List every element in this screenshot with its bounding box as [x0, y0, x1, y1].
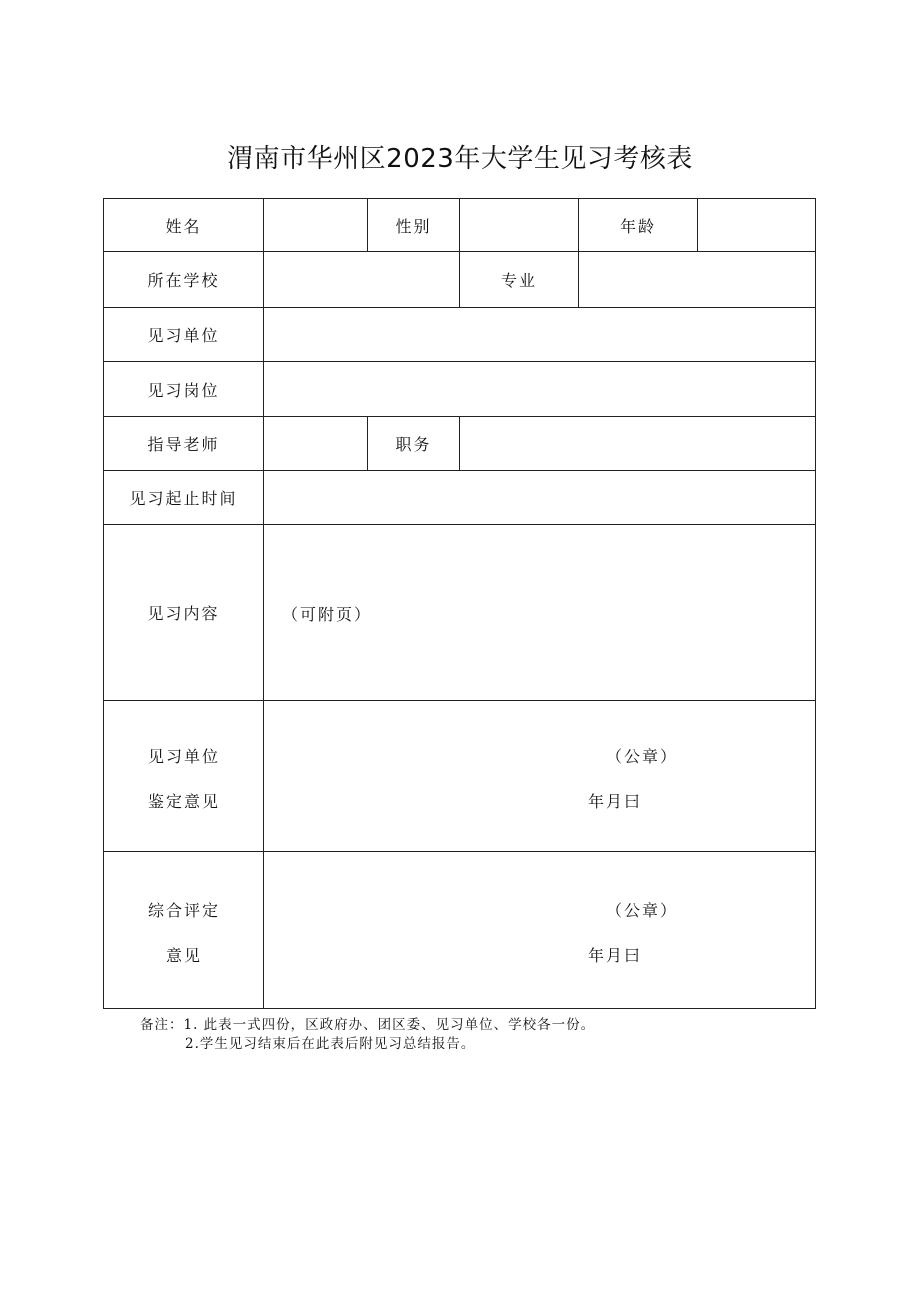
period-label: 见习起止时间: [129, 489, 238, 508]
unit-opinion-label: 鉴定意见: [148, 792, 221, 811]
school-field[interactable]: [264, 252, 459, 307]
overall-seal: （公章）: [606, 901, 679, 920]
unit-date: 年月曰: [588, 792, 643, 811]
content-label: 见习内容: [147, 604, 220, 623]
school-label: 所在学校: [147, 271, 220, 290]
age-field[interactable]: [698, 199, 815, 251]
major-label: 专业: [500, 271, 537, 290]
overall-opinion-field[interactable]: [264, 852, 815, 1008]
overall-date: 年月曰: [588, 946, 643, 965]
major-field[interactable]: [579, 252, 815, 307]
position-field[interactable]: [460, 417, 815, 470]
intern-post-field[interactable]: [264, 362, 815, 416]
position-label: 职务: [395, 435, 432, 454]
note-line-1: 备注：1. 此表一式四份，区政府办、团区委、见习单位、学校各一份。: [140, 1017, 596, 1033]
unit-opinion-label: 见习单位: [148, 747, 221, 766]
note-line-2: 2.学生见习结束后在此表后附见习总结报告。: [185, 1036, 476, 1052]
period-field[interactable]: [264, 471, 815, 524]
content-hint: （可附页）: [282, 605, 373, 624]
overall-label: 综合评定: [148, 901, 221, 920]
intern-unit-label: 见习单位: [147, 326, 220, 345]
page-title: 渭南市华州区2023年大学生见习考核表: [227, 144, 693, 174]
grid-line: [815, 198, 816, 1009]
unit-opinion-field[interactable]: [264, 701, 815, 851]
mentor-label: 指导老师: [147, 435, 220, 454]
intern-unit-field[interactable]: [264, 308, 815, 361]
overall-label: 意见: [166, 946, 203, 965]
unit-seal: （公章）: [606, 747, 679, 766]
mentor-field[interactable]: [264, 417, 367, 470]
grid-line: [103, 1008, 816, 1009]
gender-label: 性别: [395, 216, 432, 236]
name-label: 姓名: [165, 216, 202, 236]
age-label: 年龄: [619, 216, 656, 236]
name-field[interactable]: [264, 199, 367, 251]
intern-post-label: 见习岗位: [147, 380, 220, 400]
gender-field[interactable]: [460, 199, 578, 251]
